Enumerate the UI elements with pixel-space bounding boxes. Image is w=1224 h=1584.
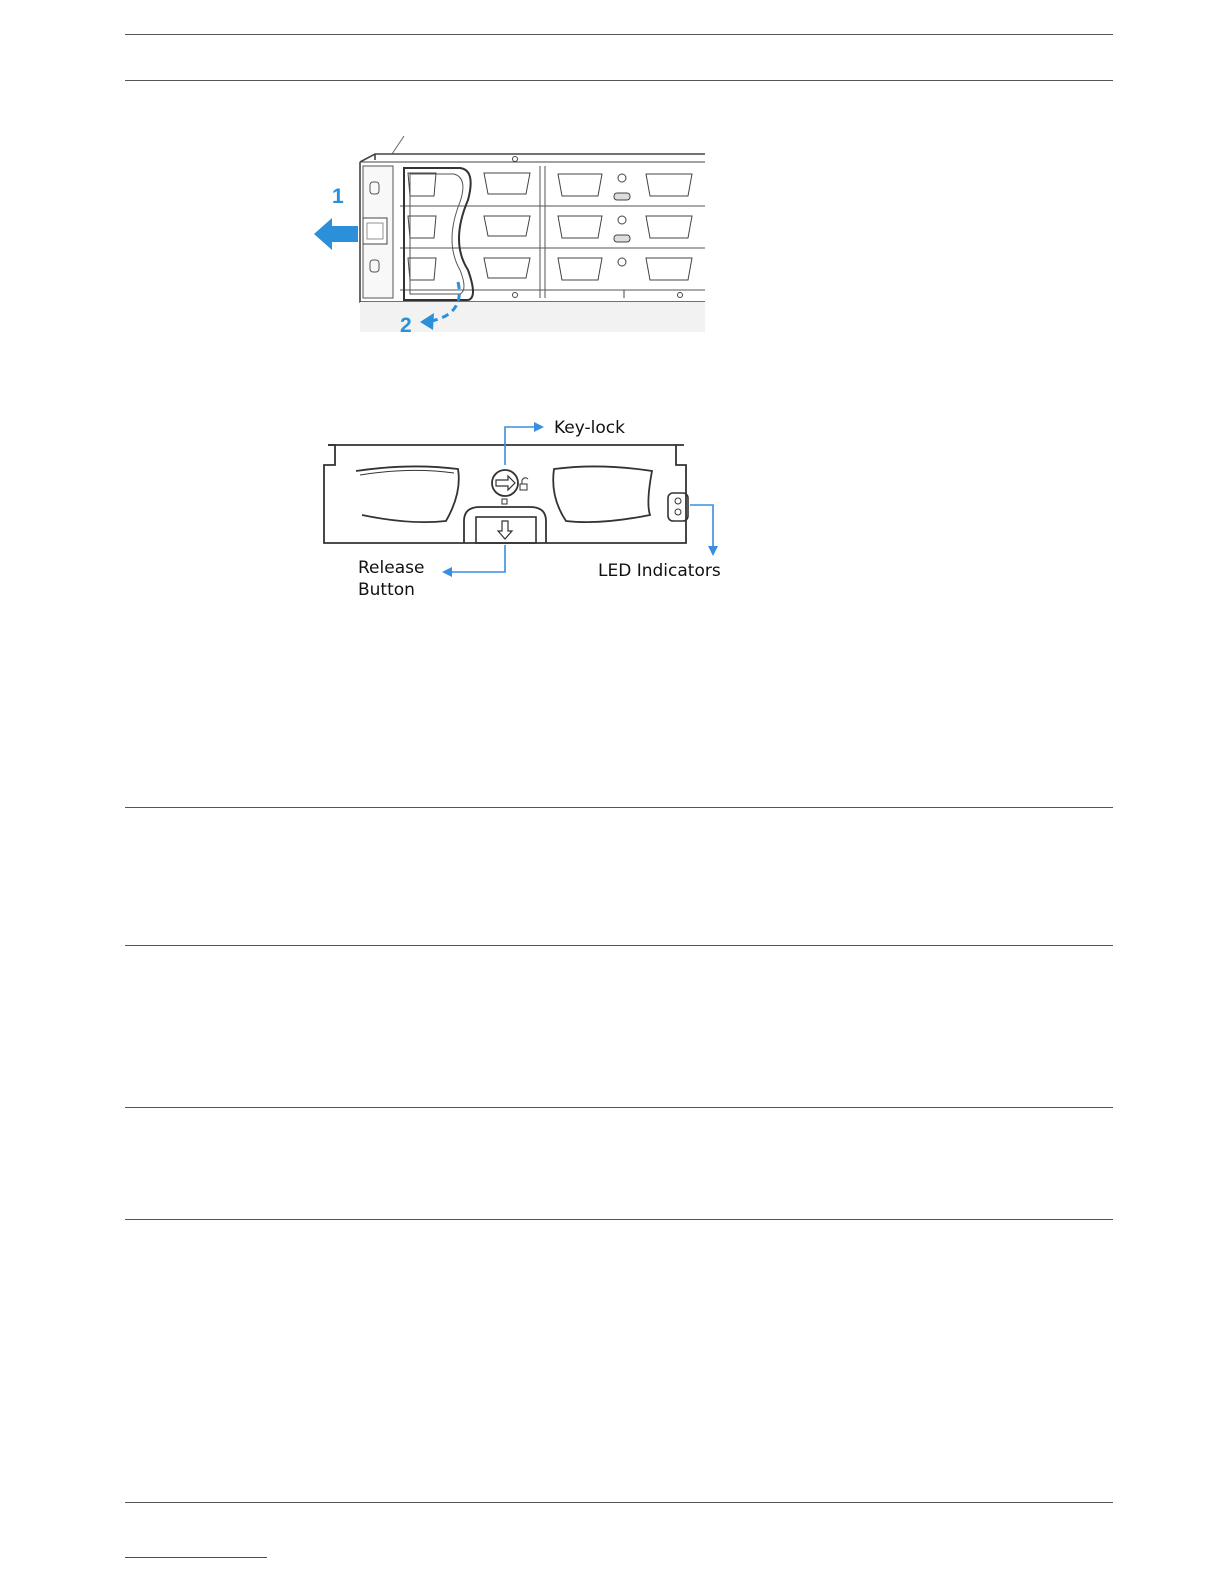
front-panel-illustration [300,130,710,340]
section-divider-4 [125,1219,1113,1220]
step-1-label: 1 [332,185,344,208]
release-button-label: Release Button [358,558,425,600]
footer-rule [125,1502,1113,1503]
section-divider-3 [125,1107,1113,1108]
front-panel-figure [300,130,710,340]
section-divider-1 [125,807,1113,808]
key-lock-label: Key-lock [554,418,625,438]
footer-link-underline[interactable] [125,1557,267,1558]
header-rule-top [125,34,1113,35]
step-2-label: 2 [400,314,412,337]
led-indicators-label: LED Indicators [598,561,721,581]
drive-tray-figure [300,405,740,610]
section-divider-2 [125,945,1113,946]
header-rule-bottom [125,80,1113,81]
